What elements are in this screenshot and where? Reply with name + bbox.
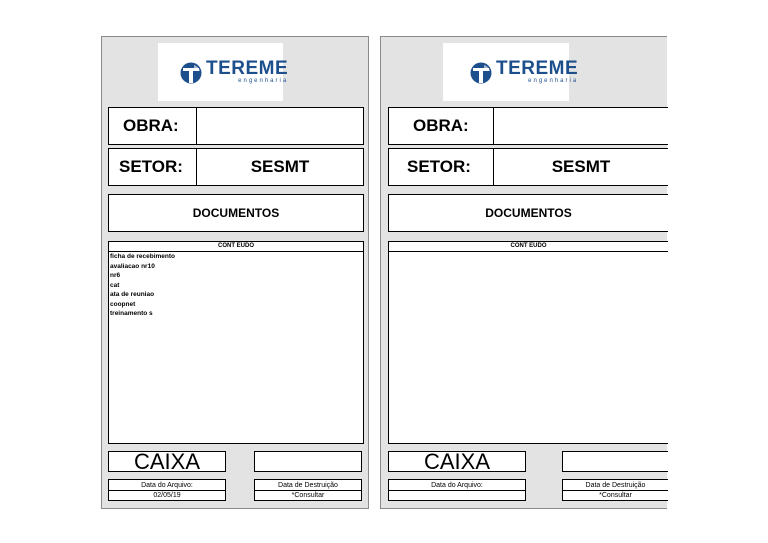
content-list	[110, 252, 175, 319]
caixa-value-box	[562, 451, 668, 472]
list-item: treinamento s	[110, 310, 153, 317]
list-item: ficha de recebimento	[110, 253, 176, 260]
archive-label-2	[380, 36, 667, 509]
brand-name: TEREME	[496, 58, 579, 79]
destruction-date-value: *Consultar	[291, 492, 325, 499]
obra-label: OBRA:	[123, 116, 179, 135]
caixa-value	[563, 452, 668, 471]
obra-row	[108, 107, 364, 145]
list-item: cat	[110, 281, 120, 289]
obra-value	[197, 108, 363, 144]
brand-subtitle: engenharia	[238, 78, 289, 84]
documents-title: DOCUMENTOS	[192, 206, 280, 220]
company-logo	[470, 60, 578, 85]
obra-value	[494, 108, 668, 144]
archive-date-box	[388, 479, 526, 501]
documents-title: DOCUMENTOS	[485, 206, 572, 220]
documents-title-box	[108, 194, 364, 232]
archive-date-label: Data do Arquivo:	[141, 482, 193, 489]
destruction-date-box	[562, 479, 668, 501]
archive-date-value: 02/05/19	[153, 492, 181, 499]
list-item: nr6	[110, 272, 121, 279]
setor-label: SETOR:	[119, 157, 183, 176]
destruction-date-box	[254, 479, 362, 501]
tereme-logo-icon	[180, 61, 202, 85]
list-item: ata de reuniao	[110, 291, 155, 298]
caixa-label-box	[108, 448, 226, 474]
company-logo	[180, 60, 288, 85]
logo-box	[158, 43, 289, 101]
caixa-value	[255, 452, 361, 471]
setor-row	[108, 148, 364, 186]
content-header: CONT EÚDO	[389, 242, 668, 252]
content-box	[388, 241, 668, 444]
list-item: coopnet	[110, 300, 136, 308]
destruction-date-label: Data de Destruição	[585, 482, 646, 489]
archive-label-1	[101, 36, 369, 509]
setor-value: SESMT	[551, 157, 611, 176]
caixa-value-box	[254, 451, 362, 472]
content-box	[108, 241, 364, 444]
archive-date-divider	[389, 490, 525, 491]
obra-row	[388, 107, 668, 145]
content-header: CONT EÚDO	[109, 242, 363, 252]
caixa-label: CAIXA	[423, 448, 491, 474]
obra-label: OBRA:	[413, 116, 469, 135]
archive-date-box	[108, 479, 226, 501]
brand-subtitle: engenharia	[528, 78, 579, 84]
setor-label: SETOR:	[407, 157, 471, 176]
caixa-label: CAIXA	[133, 448, 201, 474]
destruction-date-label: Data de Destruição	[278, 482, 338, 489]
destruction-date-value: *Consultar	[599, 492, 632, 499]
logo-box	[443, 43, 579, 101]
setor-row	[388, 148, 668, 186]
documents-title-box	[388, 194, 668, 232]
archive-date-label: Data do Arquivo:	[431, 482, 483, 489]
brand-name: TEREME	[206, 58, 289, 79]
caixa-label-box	[388, 448, 526, 474]
tereme-logo-icon	[470, 61, 492, 85]
setor-value: SESMT	[250, 157, 310, 176]
list-item: avaliacao nr10	[110, 262, 155, 270]
